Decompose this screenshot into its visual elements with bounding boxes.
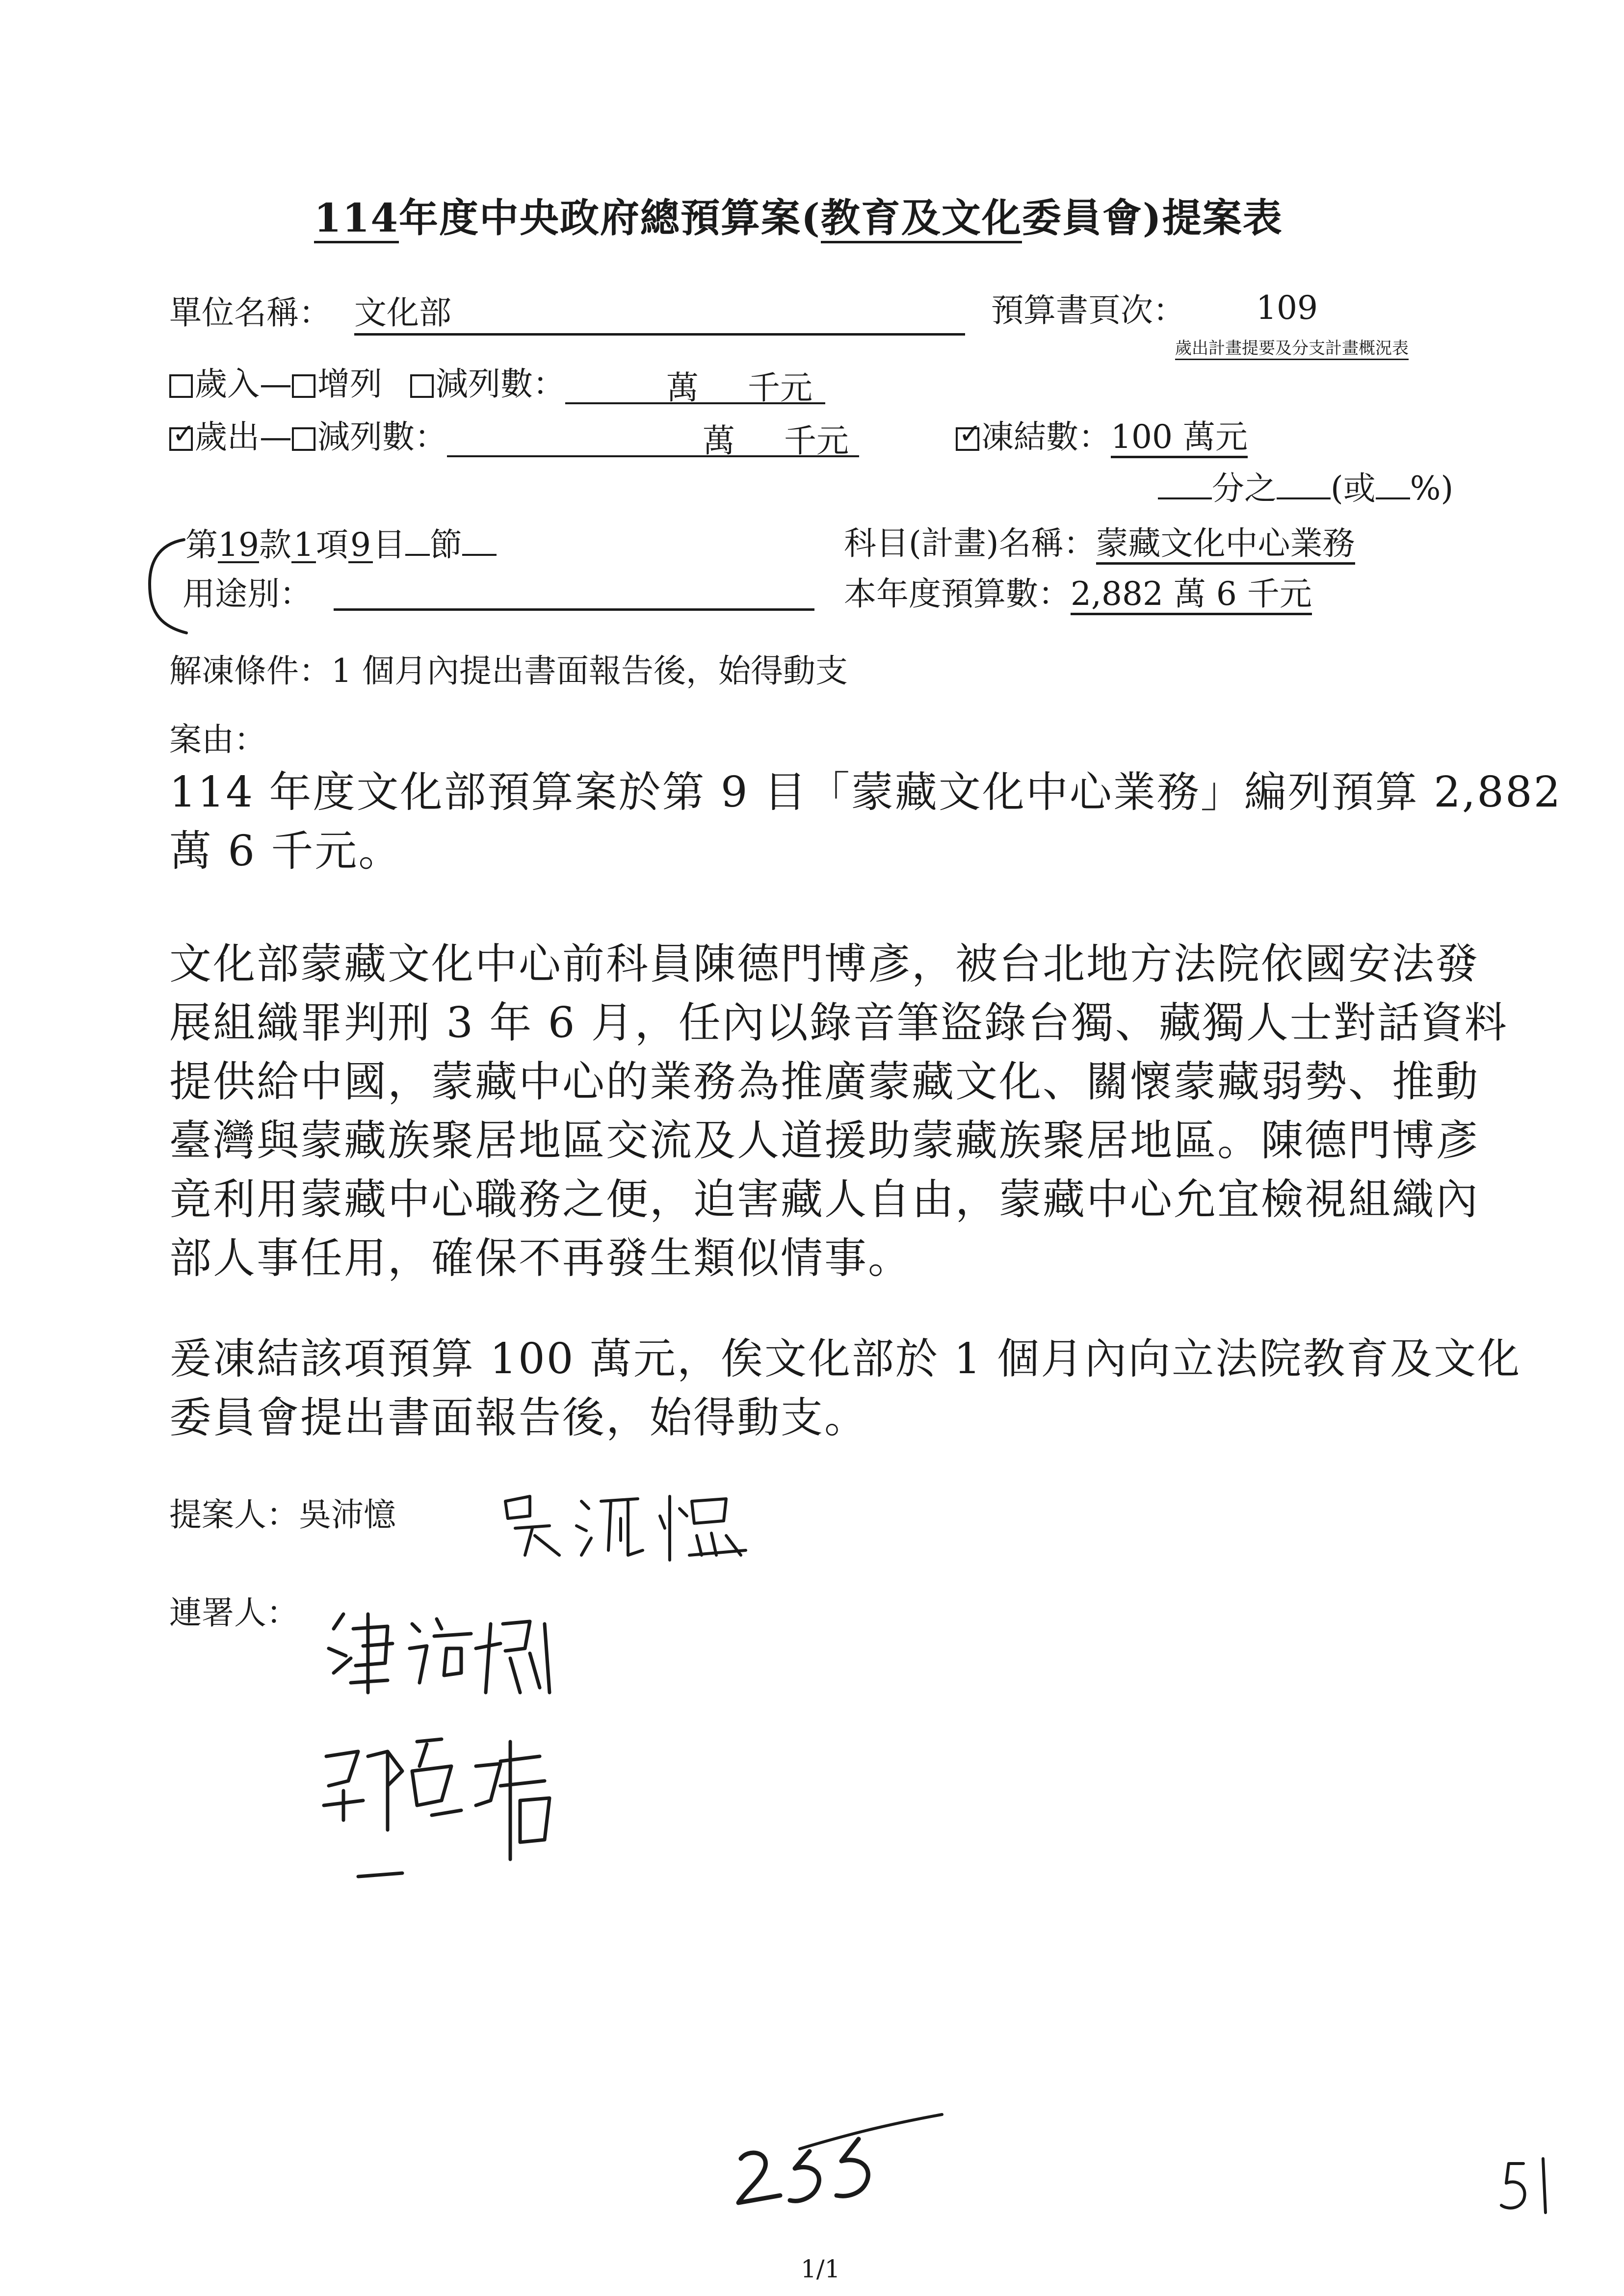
revenue-wan: 萬 (666, 369, 699, 407)
fraction-pct: %) (1410, 470, 1454, 507)
budget-page-note (1175, 335, 1409, 360)
reason-paragraph-2 (169, 935, 1508, 1288)
usage-blank[interactable] (334, 608, 814, 611)
subject-label: 科目(計畫)名稱： (844, 524, 1096, 562)
fraction-pct-blank[interactable] (1376, 471, 1410, 499)
item-mu: 目 (372, 526, 405, 564)
reason-p2-line: 展組織罪判刑 3 年 6 月，任內以錄音筆盜錄台獨、藏獨人士對話資料 (169, 998, 1508, 1047)
reason-paragraph-1 (169, 763, 1562, 881)
proposer-name: 吳沛憶 (299, 1496, 396, 1534)
reason-p2-line: 部人事任用，確保不再發生類似情事。 (169, 1234, 912, 1283)
revenue-label: 歲入— (195, 365, 292, 403)
handwritten-corner-number-51 (1492, 2151, 1560, 2220)
handwritten-page-number-255 (726, 2105, 952, 2213)
item-kuan: 款 (259, 526, 291, 564)
item-jie: 節 (429, 526, 462, 564)
expenditure-decrease-checkbox[interactable] (292, 427, 315, 451)
revenue-decrease-label: 減列數： (435, 365, 565, 403)
freeze-checkbox[interactable] (956, 427, 979, 451)
reason-p3-line: 爰凍結該項預算 100 萬元，俟文化部於 1 個月內向立法院教育及文化 (169, 1334, 1521, 1383)
reason-p2-line: 竟利用蒙藏中心職務之便，迫害藏人自由，蒙藏中心允宜檢視組織內 (169, 1175, 1479, 1224)
increase-label: 增列 (317, 365, 382, 403)
reason-p1-line: 114 年度文化部預算案於第 9 目「蒙藏文化中心業務」編列預算 2,882 (169, 768, 1562, 817)
expenditure-wan: 萬 (703, 422, 735, 460)
expenditure-decrease-label: 減列數： (317, 418, 447, 456)
budget-page-label: 預算書頁次： (991, 291, 1185, 329)
proposer-signature (496, 1482, 760, 1565)
reason-p2-line: 臺灣與蒙藏族聚居地區交流及人道援助蒙藏族聚居地區。陳德門博彥 (169, 1116, 1479, 1165)
proposer-row (169, 1496, 396, 1534)
form-title (314, 186, 1283, 243)
budget-amount-value: 2,882 萬 6 千元 (1071, 575, 1312, 615)
title-committee: 教育及文化 (821, 195, 1022, 243)
fraction-huo: (或 (1331, 470, 1376, 507)
title-pre: 年度中央政府總預算案( (399, 195, 821, 241)
subject-value: 蒙藏文化中心業務 (1096, 524, 1355, 565)
increase-checkbox[interactable] (292, 374, 315, 398)
unfreeze-label: 解凍條件： (169, 652, 331, 690)
reason-paragraph-3 (169, 1330, 1521, 1447)
unfreeze-value: 1 個月內提出書面報告後，始得動支 (331, 652, 848, 690)
unit-label: 單位名稱： (169, 294, 331, 332)
revenue-decrease-checkbox[interactable] (410, 374, 434, 398)
reason-p2-line: 提供給中國，蒙藏中心的業務為推廣蒙藏文化、關懷蒙藏弱勢、推動 (169, 1057, 1479, 1106)
unfreeze-row (169, 652, 848, 690)
item-mu-num[interactable]: 9 (348, 529, 373, 563)
expenditure-checkbox[interactable] (169, 427, 193, 451)
expenditure-label: 歲出— (195, 418, 292, 456)
fraction-row (1158, 471, 1453, 505)
expenditure-amount-blank[interactable] (447, 422, 859, 460)
item-xiang: 項 (315, 526, 348, 564)
proposer-label: 提案人： (169, 1496, 299, 1534)
freeze-value: 100 萬元 (1111, 418, 1248, 458)
item-jie-blank[interactable] (405, 527, 430, 556)
item-xiang-num[interactable]: 1 (291, 529, 316, 563)
freeze-row (956, 418, 1248, 456)
title-year: 114 (314, 195, 399, 243)
item-tail-blank[interactable] (462, 527, 497, 556)
budget-page-note-text: 歲出計畫提要及分支計畫概況表 (1175, 339, 1409, 358)
expenditure-row (169, 418, 859, 460)
title-post: 委員會)提案表 (1022, 195, 1283, 241)
reason-p3-line: 委員會提出書面報告後，始得動支。 (169, 1393, 868, 1442)
cosigner-label: 連署人： (169, 1594, 299, 1632)
fraction-denominator-blank[interactable] (1277, 471, 1331, 499)
usage-label: 用途別： (183, 575, 312, 613)
unit-value (354, 294, 965, 336)
cosigner-signatures (314, 1594, 628, 1889)
fraction-numerator-blank[interactable] (1158, 471, 1212, 499)
unit-value-text: 文化部 (354, 294, 451, 332)
item-kuan-num[interactable]: 19 (218, 526, 259, 564)
subject-row (844, 524, 1355, 562)
item-row (185, 527, 497, 563)
budget-amount-row (844, 575, 1312, 613)
revenue-row (169, 365, 825, 407)
freeze-label: 凍結數： (981, 418, 1111, 456)
budget-amount-label: 本年度預算數： (844, 575, 1071, 613)
reason-p1-line: 萬 6 千元。 (169, 827, 402, 876)
revenue-amount-blank[interactable] (565, 369, 825, 407)
revenue-qianyuan: 千元 (747, 369, 812, 407)
page-footer: 1/1 (801, 2255, 840, 2283)
item-di: 第 (185, 526, 218, 564)
revenue-checkbox[interactable] (169, 374, 193, 398)
fraction-fen-zhi: 分之 (1212, 470, 1277, 507)
reason-p2-line: 文化部蒙藏文化中心前科員陳德門博彥，被台北地方法院依國安法發 (169, 939, 1479, 989)
budget-page-value: 109 (1256, 289, 1318, 327)
reason-label: 案由： (169, 721, 266, 758)
expenditure-qianyuan: 千元 (784, 422, 849, 460)
